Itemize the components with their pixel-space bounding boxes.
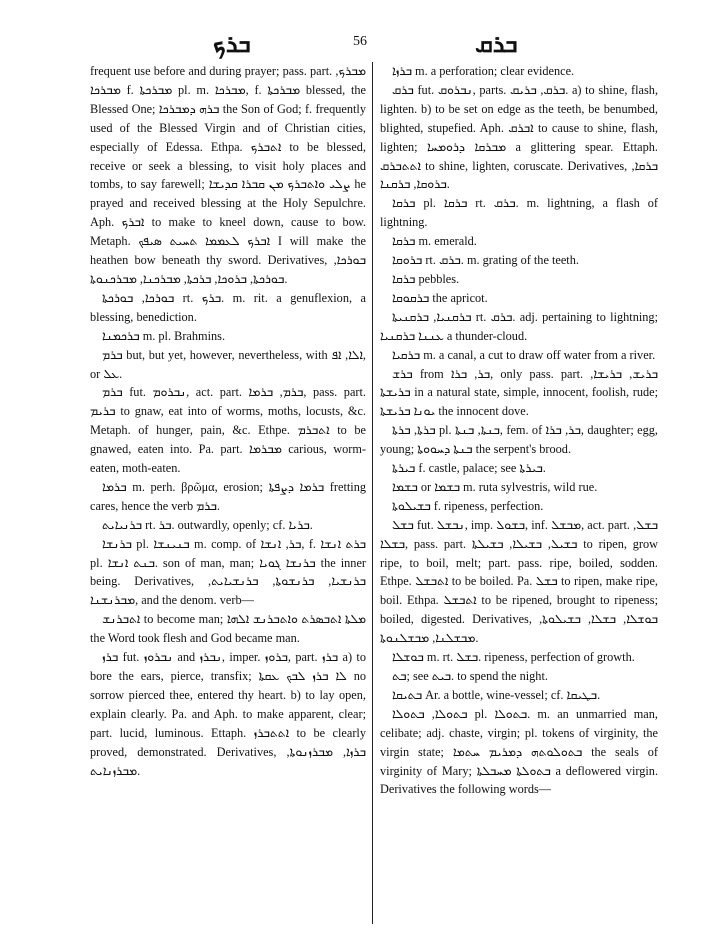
entry-paragraph: ܒܪܩܐ m. emerald.: [392, 234, 477, 249]
entry-paragraph: frequent use before and during prayer; pass. part. ܡܒܪܟ, ܡܒܪܟܐ f. ܡܒܪܟܬܐ pl. m. ܡܒܪܟܐ, f. ܡܒܪܟܬܐ blessed, the Blessed One; ܒܪܗ ܕܡܒܪܟܐ the Son of God; f. frequently used of the Blessed Virgin and of Christian cities, especially of Edessa. Ethpa. ܐܬܒܪܟ to be blessed, receive or seek a blessing, to visit holy places and tombs, to say farewell; ܨܠܝ ܘܐܬܒܪܟ ܡܢ ܩܒܪܐ ܩܕܝܫܐ he prayed and received blessing at the Holy Sepulchre. Aph. ܐܒܪܟ to make to kneel down, cause to bow. Metaph. ܐܒܪܟ ܠܥܡܡܐ ܬܚܝܬ ܣܝܦܟ I will make the heathen bow beneath thy sword. Derivatives, ܒܘܪܟܐ, ܒܘܪܟܬܐ, ܒܪܘܟܐ, ܒܪܟܬܐ, ܡܒܪܟܢܐ, ܡܒܪܟܢܘܬܐ.: [90, 64, 367, 286]
entry-paragraph: ܐܬܒܪܢܫ to become man; ܡܠܬܐ ܐܬܒܣܪܬ ܘܐܬܒܪܢܫ ܐܠܗܐ the Word took flesh and God became man.: [90, 612, 366, 646]
page-number: 56: [353, 34, 367, 49]
entry-paragraph: ܒܫܝܠܘܬܐ f. ripeness, perfection.: [392, 498, 544, 513]
entry-paragraph: ܒܫܡܐ or ܒܫܡܐ m. ruta sylvestris, wild rue.: [392, 479, 598, 494]
entry-paragraph: ܒܘܫܠܐ m. rt. ܒܫܠ. ripeness, perfection of growth.: [392, 650, 635, 665]
entry-paragraph: ܒܪܢܝܐܝܬ rt. ܒܪ. outwardly, openly; cf. ܒܪܝܐ.: [102, 517, 313, 532]
entry-paragraph: ܒܬܘܠܐ, ܒܬܘܠܐ pl. ܒܬܘܠܐ. m. an unmarried man, celibate; adj. chaste, virgin; pl. tokens of virginity, the virgin state; ܒܬܘܠܘܬܗ ܕܡܪܝܡ ܚܬܡܐ the seals of virginity of Mary; ܒܬܘܠܬܐ ܡܚܒܠܬܐ a deflowered virgin. Derivatives the following words—: [380, 706, 659, 797]
running-header: [0, 30, 704, 60]
left-column: [90, 62, 366, 780]
entry-paragraph: ܒܪܡ but, but yet, however, nevertheless, with ܐܠܐ, ܐܦ, or ܥܠ.: [90, 347, 366, 381]
entry-paragraph: ܒܫܠ fut. ܢܒܫܠ, imp. ܒܫܘܠ, inf. ܡܒܫܠ, act. part. ܒܫܠ, ܒܫܠܐ, pass. part. ܒܫܝܠ, ܒܫܝܠܐ, ܒܫܝܠܬܐ to ripen, grow ripe, to boil, melt; part. pass. ripe, boiled, sodden. Ethpe. ܐܬܒܫܠ to be boiled. Pa. ܒܫܠ to ripen, make ripe, boil. Ethpa. ܐܬܒܫܠ to be ripened, brought to ripeness; boiled, digested. Derivatives, ܒܘܫܠܐ, ܒܫܠܐ, ܒܫܝܠܘܬܐ, ܡܒܫܠܢܐ, ܡܒܫܠܢܘܬܐ.: [380, 517, 659, 646]
entry-paragraph: ܒܪܩ fut. ܢܒܪܘܩ, parts. ܒܪܩ, ܒܪܝܩ. a) to shine, flash, lighten. b) to be set on edge as the teeth, be benumbed, blighted, stupefied. Aph. ܐܒܪܩ to cause to shine, flash, lighten; ܡܒܪܩܐ ܕܪܘܡܚܐ a glittering spear. Ettaph. ܐܬܬܒܪܩ to shine, lighten, coruscate. Derivatives, ܒܪܩܐ, ܒܪܘܩܐ, ܒܪܩܢܐ.: [380, 82, 659, 192]
entry-paragraph: ܒܪܩܝܐ m. a canal, a cut to draw off water from a river.: [392, 347, 656, 362]
entry-paragraph: ܒܪܩܢܝܐ, ܒܪܩܢܝܬܐ rt. ܒܪܩ. adj. pertaining to lightning; ܥܢܢܐ ܒܪܩܢܝܐ a thunder-cloud.: [380, 309, 658, 343]
entry-paragraph: ܒܬ; see ܒܝܬ. to spend the night.: [392, 669, 548, 683]
entry-paragraph: ܒܪܬܐ, ܒܪܬܐ pl. ܒܢܬܐ, ܒܢܬܐ, fem. of ܒܪ, ܒܪܐ, daughter; egg, young; ܒܢܬܐ ܕܚܘܘܬܐ the serpent's brood.: [380, 423, 658, 457]
entry-paragraph: ܒܪܩܘܩܐ the apricot.: [392, 290, 488, 305]
entry-paragraph: ܒܪܙܐ m. a perforation; clear evidence.: [392, 64, 575, 78]
entry-paragraph: ܒܘܪܟܐ, ܒܘܪܟܬܐ rt. ܒܪܟ. m. rit. a genuflexion, a blessing, benediction.: [90, 290, 367, 324]
entry-paragraph: ܒܪܘܩܐ rt. ܒܪܩ. m. grating of the teeth.: [392, 253, 579, 268]
entry-paragraph: ܒܬܝܩܐ Ar. a bottle, wine-vessel; cf. ܒܛܝܩܐ.: [392, 687, 601, 702]
entry-paragraph: ܒܪܫ from ܒܪ, ܒܪܐ, only pass. part. ܒܪܝܫ, ܒܪܝܫܐ, ܒܪܝܫܬܐ in a natural state, simple, innocent, foolish, rude; ܝܘܢܐ ܒܪܝܫܬܐ the innocent dove.: [380, 366, 658, 419]
column-divider: [372, 62, 373, 924]
right-headword: ܒܪܩ: [475, 30, 518, 58]
entry-paragraph: ܒܪܡܐ m. perh. βρῶμα, erosion; ܒܪܡܐ ܕܨܦܬܐ fretting cares, hence the verb ܒܪܡ.: [90, 479, 367, 513]
left-headword: ܒܪܟ: [213, 30, 251, 58]
right-column: [380, 62, 658, 799]
entry-paragraph: ܒܪܢܫܐ pl. ܒܢܝܢܫܐ m. comp. of ܒܪ, ܐܢܫܐ, f. ܒܪܬ ܐܢܫܐ pl. ܒܢܬ ܐܢܫܐ. son of man, man; ܒܪܢܫܐ ܓܘܝܐ the inner being. Derivatives, ܒܪܢܫܝܐ, ܒܪܢܫܘܬܐ, ܒܪܢܫܝܐܝܬ, ܡܒܪܢܫܢܐ, and the denom. verb—: [90, 536, 367, 608]
entry-paragraph: ܒܝܪܬܐ f. castle, palace; see ܒܝܪܬܐ.: [392, 461, 546, 476]
entry-paragraph: ܒܪܙ fut. ܢܒܪܘܙ and ܢܒܪܙ, imper. ܒܪܘܙ, part. ܒܪܙ a) to bore the ears, pierce, transfix; ܠܐ ܒܪܙ ܠܒܟ ܥܩܬܐ no sorrow pierced thee, entered thy heart. b) to lay open, explain clearly. Pa. and Aph. to make apparent, clear; part. lucid, luminous. Ettaph. ܐܬܬܒܪܙ to be clearly proved, demonstrated. Derivatives, ܒܪܙܐ, ܡܒܪܙܢܘܬܐ, ܡܒܪܙܢܐܝܬ.: [90, 650, 366, 778]
entry-paragraph: ܒܪܡ fut. ܢܒܪܘܡ, act. part. ܒܪܡ, ܒܪܡܐ, pass. part. ܒܪܝܡ to gnaw, eat into of worms, moths, locusts, &c. Metaph. of hunger, pain, &c. Ethpe. ܐܬܒܪܡ to be gnawed, eaten into. Pa. part. ܡܒܪܡܐ carious, worm-eaten, moth-eaten.: [90, 385, 367, 476]
entry-paragraph: ܒܪܩܐ pebbles.: [392, 271, 460, 286]
entry-paragraph: ܒܪܟܡܢܐ m. pl. Brahmins.: [102, 328, 226, 343]
entry-paragraph: ܒܪܩܐ pl. ܒܪܩܐ rt. ܒܪܩ. m. lightning, a flash of lightning.: [380, 196, 659, 230]
